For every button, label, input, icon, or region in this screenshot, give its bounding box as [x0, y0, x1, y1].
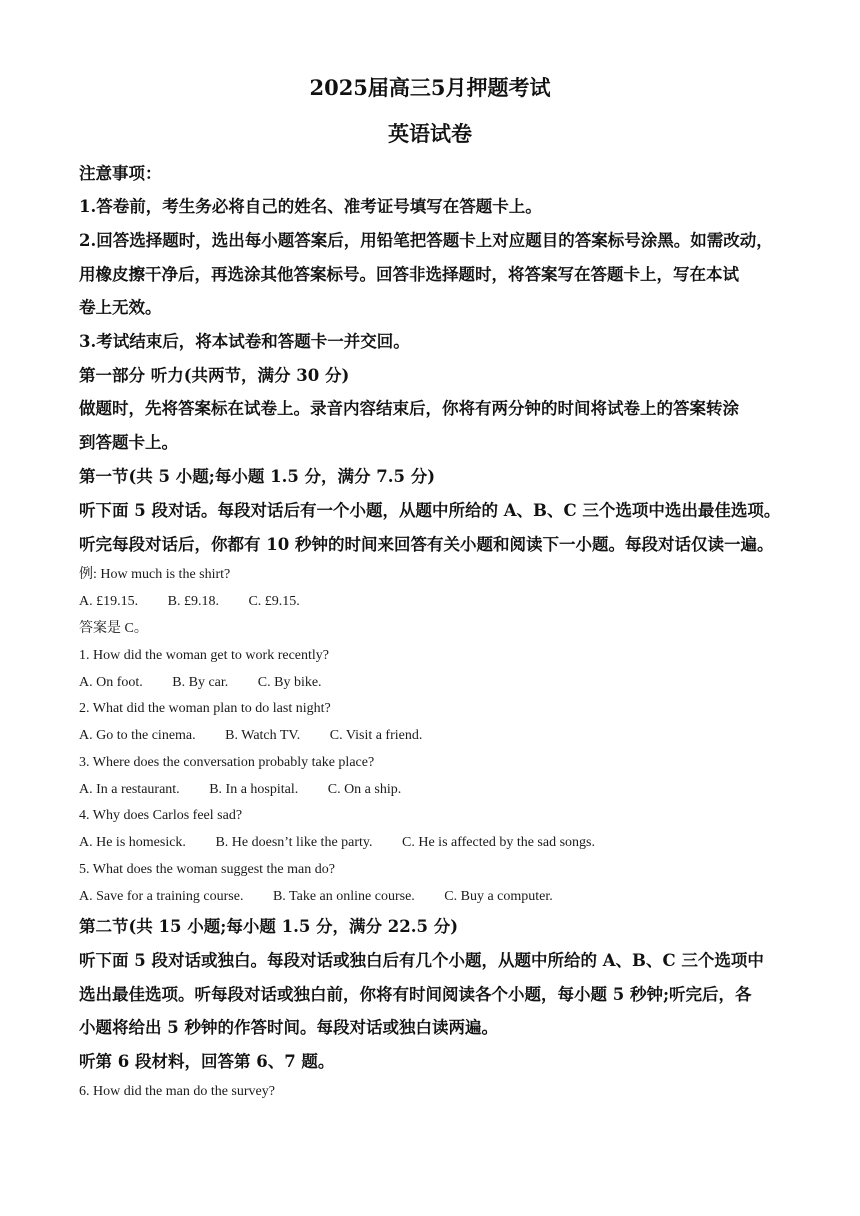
question-5-option-b: B. Take an online course.	[272, 889, 415, 904]
subject-title: 英语试卷	[388, 121, 472, 146]
notice-heading: 注意事项：	[79, 164, 162, 183]
question-4: 4. Why does Carlos feel sad?	[79, 808, 243, 823]
example-answer: 答案是 C。	[79, 621, 148, 636]
question-2-option-c: C. Visit a friend.	[329, 728, 423, 743]
notice-item-3: 3.考试结束后，将本试卷和答题卡一并交回。	[79, 332, 410, 351]
question-5-options	[79, 888, 553, 906]
section1-intro-line-1: 听下面 5 段对话。每段对话后有一个小题，从题中所给的 A、B、C 三个选项中选出最佳选项。	[79, 501, 781, 520]
example-question: 例: How much is the shirt?	[79, 567, 231, 582]
notice-item-2-line-2: 用橡皮擦干净后，再选涂其他答案标号。回答非选择题时，将答案写在答题卡上，写在本试	[79, 265, 739, 284]
notice-item-1: 1.答卷前，考生务必将自己的姓名、准考证号填写在答题卡上。	[79, 197, 542, 216]
question-4-option-a: A. He is homesick.	[79, 835, 186, 850]
section2-heading: 第二节(共 15 小题;每小题 1.5 分，满分 22.5 分)	[79, 917, 459, 936]
question-1: 1. How did the woman get to work recently?	[79, 648, 329, 663]
question-5: 5. What does the woman suggest the man do?	[79, 862, 335, 877]
question-2: 2. What did the woman plan to do last night?	[79, 701, 331, 716]
part1-heading: 第一部分 听力(共两节，满分 30 分)	[79, 366, 350, 385]
question-2-option-a: A. Go to the cinema.	[79, 728, 196, 743]
question-1-options	[79, 674, 322, 692]
section1-intro-line-2: 听完每段对话后，你都有 10 秒钟的时间来回答有关小题和阅读下一小题。每段对话仅读一遍。	[79, 535, 774, 554]
question-2-options	[79, 727, 422, 745]
question-2-option-b: B. Watch TV.	[225, 728, 301, 743]
question-1-option-c: C. By bike.	[257, 675, 322, 690]
example-options	[79, 593, 300, 611]
question-3-option-c: C. On a ship.	[327, 782, 402, 797]
part1-intro-line-2: 到答题卡上。	[79, 433, 178, 452]
material-6-heading: 听第 6 段材料，回答第 6、7 题。	[79, 1052, 335, 1071]
question-1-option-b: B. By car.	[172, 675, 229, 690]
notice-item-2-line-3: 卷上无效。	[79, 298, 162, 317]
question-3: 3. Where does the conversation probably take place?	[79, 755, 375, 770]
notice-item-2-line-1: 2.回答选择题时，选出每小题答案后，用铅笔把答题卡上对应题目的答案标号涂黑。如需改动，	[79, 231, 773, 250]
question-4-option-c: C. He is affected by the sad songs.	[402, 835, 595, 850]
section2-intro-line-3: 小题将给出 5 秒钟的作答时间。每段对话或独白读两遍。	[79, 1018, 498, 1037]
question-3-options	[79, 781, 401, 799]
part1-intro-line-1: 做题时，先将答案标在试卷上。录音内容结束后，你将有两分钟的时间将试卷上的答案转涂	[79, 399, 739, 418]
question-1-option-a: A. On foot.	[79, 675, 143, 690]
question-3-option-b: B. In a hospital.	[209, 782, 299, 797]
question-4-options	[79, 834, 595, 852]
section2-intro-line-2: 选出最佳选项。听每段对话或独白前，你将有时间阅读各个小题，每小题 5 秒钟;听完后，各	[79, 985, 752, 1004]
question-3-option-a: A. In a restaurant.	[79, 782, 180, 797]
question-4-option-b: B. He doesn’t like the party.	[215, 835, 373, 850]
question-5-option-a: A. Save for a training course.	[79, 889, 244, 904]
example-option-c: C. £9.15.	[248, 594, 300, 609]
question-5-option-c: C. Buy a computer.	[444, 889, 553, 904]
question-6: 6. How did the man do the survey?	[79, 1084, 275, 1099]
exam-title: 2025届高三5月押题考试	[309, 75, 551, 100]
example-option-b: B. £9.18.	[167, 594, 219, 609]
example-option-a: A. £19.15.	[79, 594, 139, 609]
section1-heading: 第一节(共 5 小题;每小题 1.5 分，满分 7.5 分)	[79, 467, 436, 486]
section2-intro-line-1: 听下面 5 段对话或独白。每段对话或独白后有几个小题，从题中所给的 A、B、C 三个选项中	[79, 951, 764, 970]
